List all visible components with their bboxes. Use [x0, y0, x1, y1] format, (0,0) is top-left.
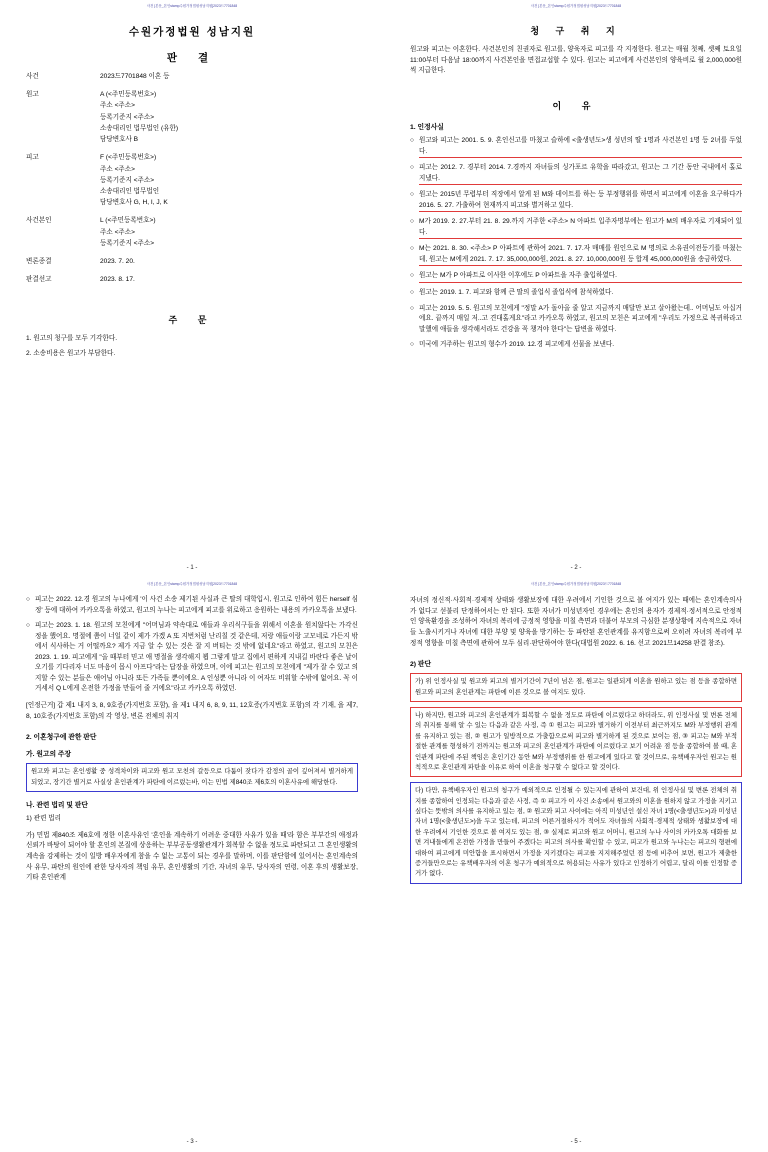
- fact-heading: 1. 인정사실: [410, 124, 444, 132]
- fact-item: [410, 163, 742, 185]
- page-number: - 2 -: [570, 565, 582, 571]
- bullet-icon: ○: [410, 191, 414, 199]
- field-row: [26, 275, 358, 286]
- field-row: [26, 90, 358, 146]
- judgment-text-na: 나) 하지만, 원고와 피고의 혼인관계가 회복할 수 없을 정도로 파탄에 이르렀다고 하더라도, 위 인정사실 및 변론 전체의 취지를 통해 알 수 있는 다음과 같은 사정, 즉 ① 원고는 피고와 별거하기 이전부터 최근까지도 M와 부정행위 관계를 유지하고 있는 점, ② 원고가 일방적으로 가출함으로써 피고와 별거하게 된 것으로 보이는 점, ③ 피고는 M와 부적절한 관계를 형성하기 전까지는 원고와 피고의 혼인관계가 파탄에 이르렀다고 보기 어려운 점 등을 종합하여 볼 때, 혼인관계 파탄에 주된 책임은 혼인기간 동안 M와 부정행위를 한 원고에게 있다고 할 것이므로, 유책배우자인 원고는 원칙적으로 혼인관계 파탄을 이유로 하여 이혼을 청구할 수 없다고 할 것이다.: [415, 712, 737, 771]
- bullet-icon: ○: [26, 622, 30, 630]
- section-heading: 2) 판단: [410, 661, 432, 669]
- sheet-page-1: [0, 0, 384, 578]
- field-value-line: 주소 <주소>: [100, 102, 136, 110]
- bullet-icon: ○: [410, 289, 414, 297]
- field-value: [100, 153, 358, 209]
- bullet-icon: ○: [410, 245, 414, 253]
- fact-text: 피고는 2023. 1. 18. 원고의 모친에게 "어머님과 약속대로 애들과 우리식구들을 위해서 이혼을 원치않다는 가각신정을 했어요. 명절에 쯤이 너일 같이 제가 가겠 A 또 지번처럼 난리칠 것 같은데, 저랑 애들이랑 고모네로 가든지 밖에서 식사하는 거 어떨까요? 제가 지금 알 수 있는 것은 잘 지 버티는 것 밖에 없네요"라고 하였고, 원고의 모친은 2023. 1. 19. 피고에게 "올 때부터 믿고 애 명절을 생각해지 뵙 그랗게 말고 집에서 편하게 지내길 바란다 좋은 날이 오기를 기다리자 너도 마음이 몹시 아프다"라는 답장을 하였으며, 이에 피고는 원고의 모친에게 "제가 잘 수 있고 의지할 수 있는 분들은 애어님 아니라 또든 가족들 뿐이에요. A 인성뿐 아니라 이 여자도 비워할 수밖에 없어요. 꼭 이거세서 Q L에게 온전한 가정을 만들어 줄 거에요"라고 카카오톡 하였던.: [35, 622, 358, 693]
- sheet-page-3: [0, 578, 384, 1152]
- plaintiff-claim-box: [26, 763, 358, 792]
- judgment-box-da: [410, 782, 742, 883]
- field-label: 사건: [26, 73, 39, 80]
- fact-item: [410, 304, 742, 336]
- field-value: [100, 216, 358, 250]
- field-row: [26, 72, 358, 83]
- field-value-line: 소송대리인 법무법인 (유한): [100, 124, 179, 132]
- order-item: 2. 소송비용은 원고가 부담한다.: [26, 350, 116, 358]
- subsection-heading: 가. 원고의 주장: [26, 751, 72, 759]
- field-label: 변론종결: [26, 258, 52, 266]
- fact-text: 원고는 2015년 무렵부터 직장에서 알게 된 M와 데이트를 하는 등 부정행위를 하면서 피고에게 이혼을 요구하다가 2016. 5. 27. 가출하여 현재까지 피고와 별거하고 있다.: [419, 190, 742, 212]
- judgment-text-ga: 가) 위 인정사실 및 원고와 피고의 별거기간이 7년이 넘은 점, 원고는 일관되게 이혼을 원하고 있는 점 등을 종합하면 원고와 피고의 혼인관계는 파탄에 이른 것으로 볼 여지도 있다.: [415, 678, 737, 696]
- fact-item: [410, 190, 742, 212]
- claim-text: 원고와 피고는 이혼한다. 사건본인의 친권자로 원고를, 양육자로 피고를 각 지정한다. 원고는 매월 첫째, 셋째 토요일 11:00부터 다음날 18:00까지 사건본인을 면접교섭할 수 있다. 원고는 피고에게 사건본인의 양육비로 월 2,000,000원씩 지급한다.: [410, 46, 742, 75]
- bullet-icon: ○: [410, 164, 414, 172]
- bullet-icon: ○: [410, 218, 414, 226]
- field-value-line: A (<주민등록번호>): [100, 91, 157, 99]
- field-label: 원고: [26, 91, 39, 99]
- fact-text: M가 2019. 2. 27.부터 21. 8. 29.까지 거주한 <주소> N 아파트 입주자명부에는 원고가 M의 배우자로 기재되어 있다.: [419, 217, 742, 239]
- fact-text: 원고와 피고는 2001. 5. 9. 혼인신고를 마쳤고 슬하에 <출생년도>생 성년의 딸 1명과 사건본인 1명 등 2녀를 두었다.: [419, 136, 742, 158]
- fact-text: 원고는 2019. 1. 7. 피고와 함께 큰 딸의 졸업식 졸업식에 참석하였다.: [419, 289, 614, 297]
- judgment-box-na: [410, 707, 742, 777]
- field-value: [100, 90, 358, 146]
- fact-item: [410, 340, 742, 351]
- fact-text: 피고는 2022. 12.경 원고의 누나에게 '이 사건 소송 제기된 사실과 큰 딸의 대학입시, 원고로 인하여 힘든 herself 심정' 등에 대하여 카카오톡을 하였고, 원고의 누나는 피고에게 피고를 위로하고 응원하는 내용의 카카오톡을 보냈다.: [35, 596, 358, 614]
- field-value: [100, 72, 358, 83]
- fact-item: [410, 217, 742, 239]
- legal-principle-text: 가) 민법 제840조 제6호에 정한 이혼사유인 '혼인을 계속하기 어려운 중대한 사유가 있을 때'라 함은 부부간의 애정과 신뢰가 바탕이 되어야 할 혼인의 본질에 상응하는 부부공동생활관계가 회복할 수 없을 정도로 파탄되고 그 혼인생활의 계속을 강제하는 것이 일방 배우자에게 참을 수 없는 고통이 되는 경우를 말하며, 이를 판단함에 있어서는 혼인계속의사 유무, 파탄의 원인에 관한 당사자의 책임 유무, 혼인생활의 기간, 자녀의 유무, 당사자의 연령, 이혼 후의 생활보장, 기타 혼인관계: [26, 831, 358, 882]
- court-name: 수원가정법원 성남지원: [128, 26, 256, 38]
- order-item: 1. 원고의 청구를 모두 기각한다.: [26, 334, 118, 342]
- field-value-line: 등록기준지 <주소>: [100, 113, 155, 121]
- field-value-line: 등록기준지 <주소>: [100, 176, 155, 184]
- fact-item: [410, 244, 742, 266]
- bullet-icon: ○: [26, 596, 30, 603]
- field-value-line: L (<주민등록번호>): [100, 217, 156, 225]
- fact-item: [26, 621, 358, 695]
- fact-item: [26, 595, 358, 616]
- judgment-intro-text: 자녀의 정신적·사회적·경제적 상태와 생활보장에 대한 우려에서 기인한 것으로 볼 여지가 있는 때에는 혼인계속의사가 없다고 섣불리 단정하여서는 안 된다. 또한 자녀가 미성년자인 경우에는 혼인의 용자가 경제적·정서적으로 안정적인 양육환경을 조성하여 자녀의 복리에 긍정적 영향을 미칠 측면과 더불어 부모의 극심한 분쟁상황에 지속적으로 자녀들 노출시키거나 자녀에 대한 부양 및 양육을 방기하는 등 파탄된 혼인관계를 유지함으로써 오히려 자녀의 복리에 부정적 영향을 미칠 측면에 관하여 모두 심리·판단하여야 한다(대법원 2022. 6. 16. 선고 2021므14258 판결 참조).: [410, 597, 742, 647]
- field-value: [100, 257, 358, 268]
- fact-item: [410, 288, 742, 299]
- field-value-line: 2023드7701848 이혼 등: [100, 73, 170, 80]
- fact-item: [410, 136, 742, 158]
- fact-text: 원고는 M가 P 아파트로 이사한 이후에도 P 아파트을 자주 출입하였다.: [419, 271, 742, 283]
- bullet-icon: ○: [410, 304, 414, 312]
- page-number: - 1 -: [186, 565, 198, 571]
- subsection-heading: 나. 관련 법리 및 판단: [26, 802, 88, 810]
- judgment-text-da: 다) 다만, 유책배우자인 원고의 청구가 예외적으로 인정될 수 있는지에 관하여 보건대, 위 인정사실 및 변론 전체의 취지를 종합하여 인정되는 다음과 같은 사정, 즉 ① 피고가 이 사건 소송에서 원고와의 이혼을 원하지 않고 가정을 지키고 싶다는 뜻밖의 의사를 유지하고 있는 점, ② 원고와 피고 사이에는 아직 미성년인 설신 자녀 1명(<출생년도>)과 미성년 자녀 1명(<출생년도>)을 두고 있는데, 피고의 어른거절하시가 적어도 자녀들의 사회적·경제적 상태와 생활보장에 대한 우려에서 기인한 것으로 볼 여지도 있는 점, ③ 실제로 피고와 원고 어머니, 원고의 누나 사이의 카카오톡 대화를 보면 겨내들에게 온전한 가정을 만들어 주겠다는 피고의 의사를 확인할 수 있고, 피고가 원고와 누나는는 피고의 형편에 대하여 피고에게 미안함을 표시하면서 가정을 지키겠다는 피고를 지지해주었던 점 등에 비추어 보면, 원고가 제출한 증거들만으로는 유책배우자의 이혼 청구가 예외적으로 허용되는 사유가 있다고 인정하기 어렵고, 달리 이를 인정할 증거가 없다.: [415, 787, 737, 878]
- plaintiff-claim-text: 원고와 피고는 혼인생활 중 성격차이와 피고와 원고 모친의 갈등으로 다툼이 잦다가 감정의 골이 깊어져서 별거하게 되었고, 장기간 별거로 사실상 혼인관계가 파탄에 이르렀는바, 이는 민법 제840조 제6호의 이혼사유에 해당한다.: [31, 768, 353, 786]
- field-value-line: 주소 <주소>: [100, 228, 136, 236]
- bullet-icon: ○: [410, 137, 414, 145]
- page-number: - 3 -: [186, 1139, 198, 1145]
- field-value-line: 2023. 8. 17.: [100, 276, 135, 284]
- watermark-header: 사건 [본문_본인stamp수원가정법원성남지원]2023드7701848: [530, 582, 622, 586]
- bullet-icon: ○: [410, 272, 414, 280]
- fact-text: 미국에 거주하는 원고의 형수가 2019. 12.경 피고에게 선물을 보낸다.: [419, 341, 615, 349]
- subsection-heading: 1) 관련 법리: [26, 815, 62, 823]
- field-value-line: 담당변호사 B: [100, 136, 139, 144]
- doc-type: 판 결: [166, 52, 218, 64]
- judgment-box-ga: [410, 673, 742, 702]
- fact-text: 피고는 2019. 5. 5. 원고의 모친에게 "정말 A가 돌아올 줄 알고 지금까지 매달만 보고 살아왔는데.. 어머님도 아십거에요. 끝까지 매일 저..고 견대홀게요"라고 카카오톡 하였고, 원고의 모친은 피고에게 "우리도 가정으로 복귀하라고 말했에 애들을 생각해서라도 건강을 꼭 챙겨야 한다"는 답변을 하였다.: [419, 304, 742, 333]
- field-value-line: 담당변호사 G, H, I, J, K: [100, 199, 168, 207]
- field-label: 사건본인: [26, 217, 52, 225]
- field-label: 피고: [26, 154, 39, 162]
- watermark-header: 사건 [본문_본인stamp수원가정법원성남지원]2023드7701848: [530, 4, 622, 8]
- evidence-text: [인정근거] 갑 제1 내지 3, 8, 9호증(가지번호 포함), 을 제1 내지 6, 8, 9, 11, 12호증(가지번호 포함)의 각 기재, 을 제7, 8, 10호증(가지번호 포함)의 각 영상, 변론 전체의 취지: [26, 701, 358, 720]
- field-value-line: 2023. 7. 20.: [100, 258, 135, 266]
- page-number: - 5 -: [570, 1139, 582, 1145]
- sheet-page-5: [384, 578, 768, 1152]
- sheet-page-2: [384, 0, 768, 578]
- field-value: [100, 275, 358, 286]
- field-row: [26, 257, 358, 268]
- claim-heading: 청 구 취 지: [530, 26, 622, 36]
- bullet-icon: ○: [410, 341, 414, 349]
- field-value-line: 소송대리인 법무법인: [100, 187, 160, 195]
- field-value-line: 등록기준지 <주소>: [100, 239, 155, 247]
- fact-text: M는 2021. 8. 30. <주소> P 아파트에 관하여 2021. 7. 17.자 매매를 원인으로 M 명의로 소유권이전등기를 마쳤는데, 원고는 M에게 2021. 7. 17. 35,000,000원, 2021. 8. 27. 10,000,000원 등 합계 45,000,000원을 송금하였다.: [419, 244, 742, 266]
- field-label: 판결선고: [26, 276, 52, 284]
- field-value-line: F (<주민등록번호>): [100, 154, 157, 162]
- field-row: [26, 153, 358, 209]
- field-value-line: 주소 <주소>: [100, 165, 136, 173]
- watermark-header: 사건 [본문_본인stamp수원가정법원성남지원]2023드7701848: [146, 582, 238, 586]
- watermark-header: 사건 [본문_본인stamp수원가정법원성남지원]2023드7701848: [146, 4, 238, 8]
- order-heading: 주 문: [168, 314, 216, 325]
- field-row: [26, 216, 358, 250]
- reason-heading: 이 유: [552, 101, 600, 112]
- section-heading: 2. 이혼청구에 관한 판단: [26, 734, 97, 742]
- fact-text: 피고는 2012. 7. 경부터 2014. 7.경까지 자녀들의 싱가포르 유학을 따라갔고, 원고는 그 기간 동안 국내에서 홀로 지냈다.: [419, 163, 742, 185]
- fact-item: [410, 271, 742, 283]
